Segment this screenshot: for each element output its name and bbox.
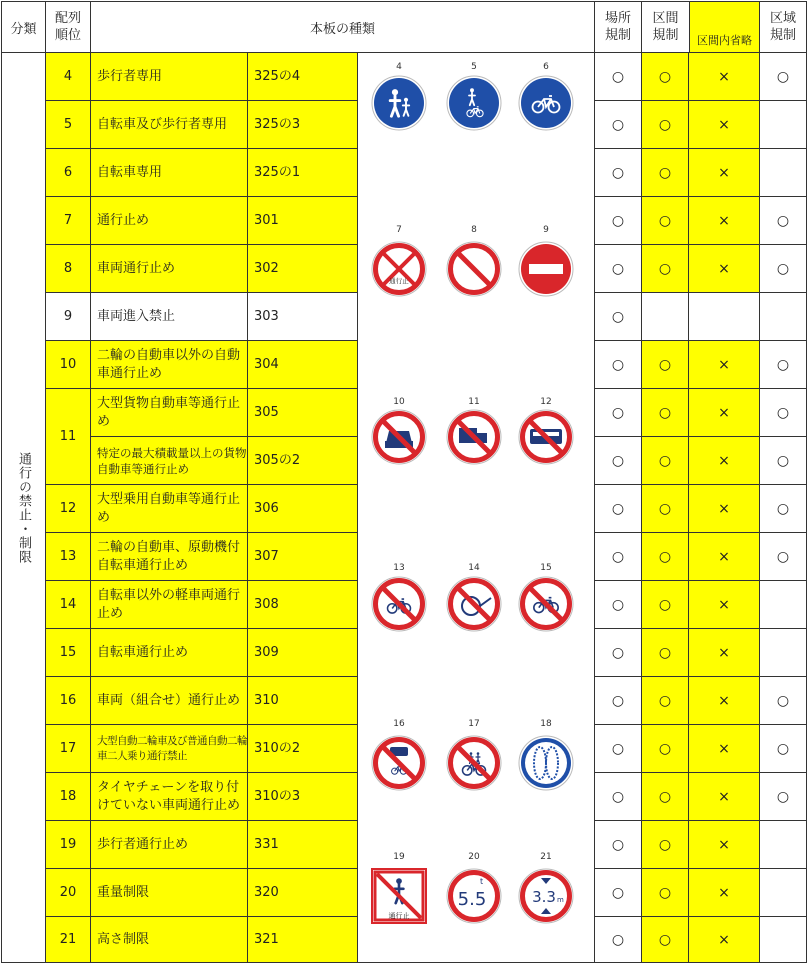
- sign-name: タイヤチェーンを取り付けていない車両通行止め: [91, 773, 248, 821]
- regulation-table: [1, 1, 807, 53]
- pedestrian-only-sign-icon: [372, 76, 426, 130]
- header-section-omit: 区間内省略: [690, 2, 759, 52]
- sign-code: 325の4: [248, 53, 358, 101]
- sign-number: 6: [543, 62, 549, 72]
- place-mark: ○: [595, 533, 642, 581]
- order-cell: 19: [46, 821, 91, 869]
- area-mark: ○: [760, 197, 807, 245]
- area-mark: ○: [760, 725, 807, 773]
- sign-number: 4: [396, 62, 402, 72]
- place-mark: ○: [595, 869, 642, 917]
- sign-name: 重量制限: [91, 869, 248, 917]
- area-mark: ○: [760, 677, 807, 725]
- sign-number: 7: [396, 225, 402, 235]
- area-mark: [760, 101, 807, 149]
- order-cell: 16: [46, 677, 91, 725]
- sign-number: 18: [540, 719, 552, 729]
- sign-name: 大型自動二輪車及び普通自動二輪車二人乗り通行禁止: [91, 725, 248, 773]
- section-mark: ○: [642, 629, 689, 677]
- section-mark: ○: [642, 869, 689, 917]
- sign-name: 二輪の自動車以外の自動車通行止め: [91, 341, 248, 389]
- area-mark: ○: [760, 341, 807, 389]
- place-mark: ○: [595, 245, 642, 293]
- sign-number: 21: [540, 852, 552, 862]
- order-cell: 4: [46, 53, 91, 101]
- no-motorcycles-sign-icon: [372, 577, 426, 631]
- order-cell: 7: [46, 197, 91, 245]
- area-mark: ○: [760, 389, 807, 437]
- order-cell: 21: [46, 917, 91, 963]
- order-cell: 14: [46, 581, 91, 629]
- sign-number: 16: [393, 719, 405, 729]
- sign-code: 331: [248, 821, 358, 869]
- sign-number: 20: [468, 852, 480, 862]
- order-cell: 15: [46, 629, 91, 677]
- area-mark: [760, 293, 807, 341]
- section-mark: ○: [642, 773, 689, 821]
- bicycle-pedestrian-sign-icon: [447, 76, 501, 130]
- no-pedestrians-sign-icon: [372, 869, 426, 923]
- sign-number: 14: [468, 563, 480, 573]
- no-entry-sign-icon: [519, 242, 573, 296]
- area-mark: ○: [760, 245, 807, 293]
- sign-name: 車両通行止め: [91, 245, 248, 293]
- height-limit-sign-icon: [519, 869, 573, 923]
- section-mark: [642, 293, 689, 341]
- road-closed-sign-icon: [372, 242, 426, 296]
- omit-mark: ×: [689, 773, 760, 821]
- place-mark: ○: [595, 677, 642, 725]
- omit-mark: ×: [689, 821, 760, 869]
- header-board-type: 本板の種類: [91, 2, 595, 53]
- place-mark: ○: [595, 341, 642, 389]
- sign-code: 303: [248, 293, 358, 341]
- sign-code: 325の3: [248, 101, 358, 149]
- sign-code: 305: [248, 389, 358, 437]
- omit-mark: ×: [689, 437, 760, 485]
- omit-mark: ×: [689, 389, 760, 437]
- sign-name: 通行止め: [91, 197, 248, 245]
- sign-name: 自転車専用: [91, 149, 248, 197]
- header-place: 場所 規制: [595, 2, 642, 53]
- no-tandem-motorcycles-sign-icon: [447, 736, 501, 790]
- section-mark: ○: [642, 821, 689, 869]
- place-mark: ○: [595, 773, 642, 821]
- header-order: 配列 順位: [46, 2, 91, 53]
- section-mark: ○: [642, 677, 689, 725]
- sign-code: 306: [248, 485, 358, 533]
- weight-limit-value: 5.5: [457, 889, 487, 910]
- section-mark: ○: [642, 53, 689, 101]
- sign-code: 305の2: [248, 437, 358, 485]
- sign-code: 310の2: [248, 725, 358, 773]
- sign-name: 自転車以外の軽車両通行止め: [91, 581, 248, 629]
- sign-name: 車両（組合せ）通行止め: [91, 677, 248, 725]
- sign-code: 307: [248, 533, 358, 581]
- order-cell: 17: [46, 725, 91, 773]
- omit-mark: ×: [689, 629, 760, 677]
- sign-name: 車両進入禁止: [91, 293, 248, 341]
- sign-number: 17: [468, 719, 480, 729]
- sign-name: 二輪の自動車、原動機付自転車通行止め: [91, 533, 248, 581]
- area-mark: ○: [760, 533, 807, 581]
- sign-code: 320: [248, 869, 358, 917]
- place-mark: ○: [595, 437, 642, 485]
- section-mark: ○: [642, 437, 689, 485]
- order-cell: 10: [46, 341, 91, 389]
- sign-number: 15: [540, 563, 552, 573]
- svg-text:通行止: 通行止: [389, 277, 409, 285]
- area-mark: ○: [760, 437, 807, 485]
- order-cell: 20: [46, 869, 91, 917]
- area-mark: [760, 821, 807, 869]
- sign-code: 301: [248, 197, 358, 245]
- omit-mark: ×: [689, 341, 760, 389]
- section-mark: ○: [642, 533, 689, 581]
- order-cell: 9: [46, 293, 91, 341]
- area-mark: [760, 629, 807, 677]
- place-mark: ○: [595, 581, 642, 629]
- order-cell: 18: [46, 773, 91, 821]
- no-buses-sign-icon: [519, 410, 573, 464]
- place-mark: ○: [595, 821, 642, 869]
- area-mark: [760, 917, 807, 963]
- sign-number: 12: [540, 397, 552, 407]
- sign-code: 302: [248, 245, 358, 293]
- no-cars-motorcycles-sign-icon: [372, 736, 426, 790]
- place-mark: ○: [595, 101, 642, 149]
- sign-name: 大型貨物自動車等通行止め: [91, 389, 248, 437]
- weight-limit-unit: t: [480, 877, 484, 886]
- sign-code: 309: [248, 629, 358, 677]
- place-mark: ○: [595, 629, 642, 677]
- sign-number: 11: [468, 397, 480, 407]
- section-mark: ○: [642, 149, 689, 197]
- omit-mark: ×: [689, 869, 760, 917]
- order-cell: 13: [46, 533, 91, 581]
- area-mark: ○: [760, 53, 807, 101]
- category-label: 通行の禁止・制限: [16, 451, 31, 564]
- section-mark: ○: [642, 917, 689, 963]
- order-cell: 12: [46, 485, 91, 533]
- sign-number: 13: [393, 563, 405, 573]
- place-mark: ○: [595, 197, 642, 245]
- sign-name: 自転車及び歩行者専用: [91, 101, 248, 149]
- area-mark: [760, 581, 807, 629]
- sign-number: 10: [393, 397, 405, 407]
- order-cell: 6: [46, 149, 91, 197]
- omit-mark: [689, 293, 760, 341]
- omit-mark: ×: [689, 149, 760, 197]
- header-category: 分類: [2, 2, 46, 53]
- section-mark: ○: [642, 485, 689, 533]
- sign-name: 大型乗用自動車等通行止め: [91, 485, 248, 533]
- omit-mark: ×: [689, 677, 760, 725]
- section-mark: ○: [642, 581, 689, 629]
- category-cell: [2, 53, 46, 963]
- sign-name: 高さ制限: [91, 917, 248, 963]
- omit-mark: ×: [689, 917, 760, 963]
- section-mark: ○: [642, 101, 689, 149]
- no-pedestrians-text: 通行止: [388, 912, 410, 920]
- no-large-trucks-sign-icon: [447, 410, 501, 464]
- section-mark: ○: [642, 245, 689, 293]
- omit-mark: ×: [689, 53, 760, 101]
- sign-images: [357, 53, 594, 971]
- section-mark: ○: [642, 341, 689, 389]
- sign-code: 310の3: [248, 773, 358, 821]
- header-area: 区域 規制: [760, 2, 807, 53]
- place-mark: ○: [595, 149, 642, 197]
- section-mark: ○: [642, 725, 689, 773]
- sign-code: 310: [248, 677, 358, 725]
- sign-number: 8: [471, 225, 477, 235]
- omit-mark: ×: [689, 725, 760, 773]
- omit-mark: ×: [689, 533, 760, 581]
- sign-number: 9: [543, 225, 549, 235]
- omit-mark: ×: [689, 101, 760, 149]
- omit-mark: ×: [689, 197, 760, 245]
- no-cars-sign-icon: [372, 410, 426, 464]
- place-mark: ○: [595, 485, 642, 533]
- chains-required-sign-icon: [519, 736, 573, 790]
- weight-limit-sign-icon: [447, 869, 501, 923]
- area-mark: ○: [760, 485, 807, 533]
- area-mark: [760, 869, 807, 917]
- height-limit-unit: m: [557, 896, 564, 904]
- area-mark: [760, 149, 807, 197]
- section-mark: ○: [642, 197, 689, 245]
- header-section: 区間 規制: [642, 2, 690, 52]
- sign-name: 特定の最大積載量以上の貨物自動車等通行止め: [91, 437, 248, 485]
- no-vehicles-sign-icon: [447, 242, 501, 296]
- order-cell: 8: [46, 245, 91, 293]
- omit-mark: ×: [689, 581, 760, 629]
- place-mark: ○: [595, 917, 642, 963]
- sign-name: 歩行者通行止め: [91, 821, 248, 869]
- sign-code: 325の1: [248, 149, 358, 197]
- sign-code: 321: [248, 917, 358, 963]
- omit-mark: ×: [689, 245, 760, 293]
- sign-number: 19: [393, 852, 405, 862]
- sign-code: 304: [248, 341, 358, 389]
- place-mark: ○: [595, 293, 642, 341]
- sign-name: 自転車通行止め: [91, 629, 248, 677]
- no-light-vehicles-sign-icon: [447, 577, 501, 631]
- no-bicycles-sign-icon: [519, 577, 573, 631]
- section-mark: ○: [642, 389, 689, 437]
- omit-mark: ×: [689, 485, 760, 533]
- area-mark: ○: [760, 773, 807, 821]
- order-cell: 5: [46, 101, 91, 149]
- sign-code: 308: [248, 581, 358, 629]
- order-cell: 11: [46, 389, 91, 485]
- place-mark: ○: [595, 389, 642, 437]
- sign-name: 歩行者専用: [91, 53, 248, 101]
- place-mark: ○: [595, 725, 642, 773]
- bicycle-only-sign-icon: [519, 76, 573, 130]
- height-limit-value: 3.3: [532, 888, 556, 906]
- sign-number: 5: [471, 62, 477, 72]
- place-mark: ○: [595, 53, 642, 101]
